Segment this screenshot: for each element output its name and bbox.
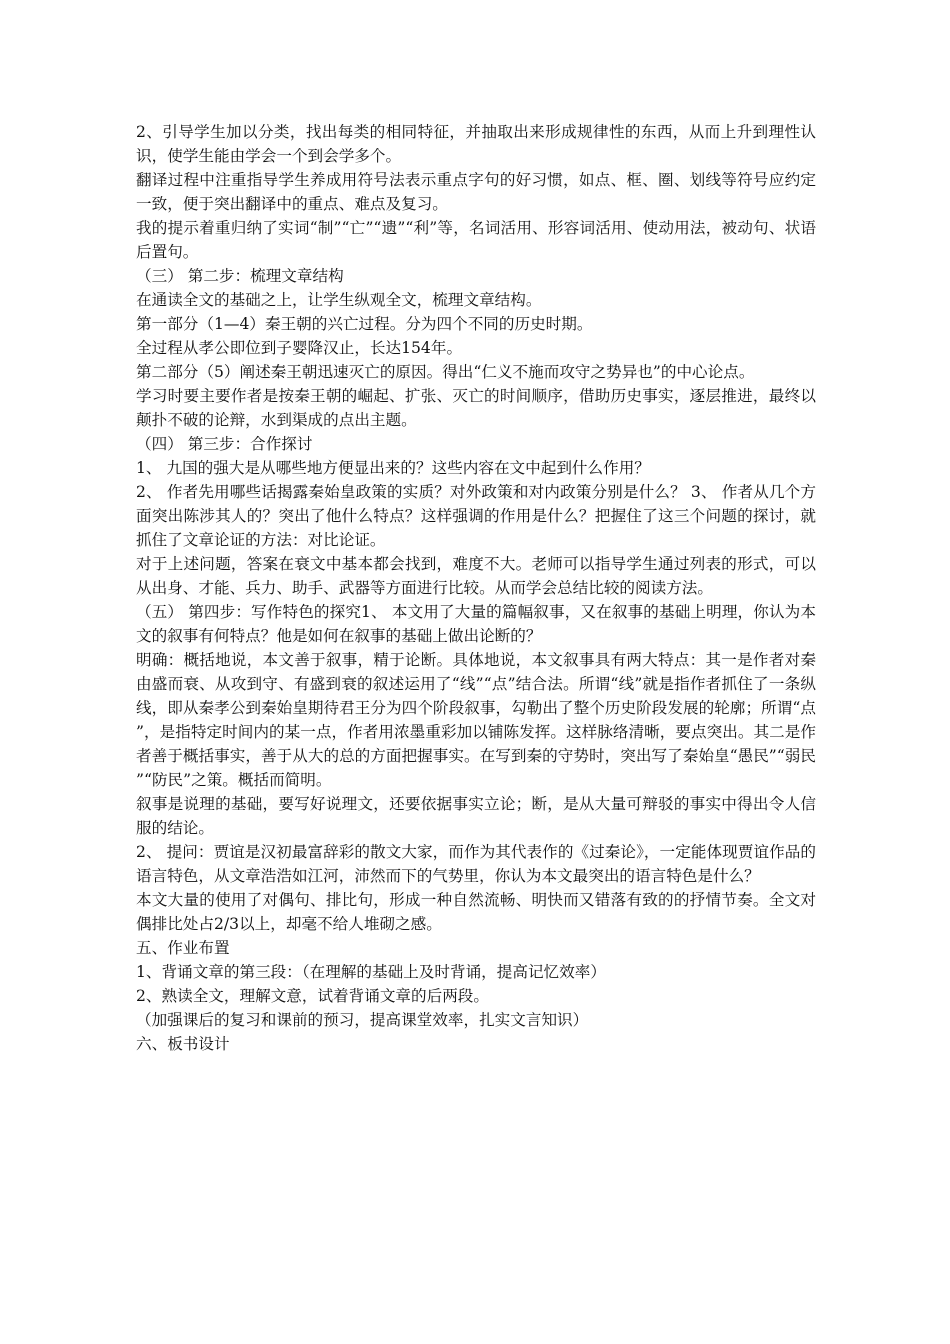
paragraph-language-answer: 本文大量的使用了对偶句、排比句，形成一种自然流畅、明快而又错落有致的的抒情节奏。全文对偶排比处占2/3以上，却毫不给人堆砌之感。 (136, 891, 816, 933)
paragraph-answers-guidance: 对于上述问题，答案在衰文中基本都会找到，难度不大。老师可以指导学生通过列表的形式，可以从出身、才能、兵力、助手、武器等方面进行比较。从而学会总结比较的阅读方法。 (136, 555, 816, 597)
paragraph-narration-basis: 叙事是说理的基础，要写好说理文，还要依据事实立论；断，是从大量可辩驳的事实中得出令人信服的结论。 (136, 795, 816, 837)
paragraph-questions-two-three: 2、 作者先用哪些话揭露秦始皇政策的实质？对外政策和对内政策分别是什么？ 3、 作者从几个方面突出陈涉其人的？突出了他什么特点？这样强调的作用是什么？把握住了这三个问题的探讨，就抓住了文章论证的方法：对比论证。 (136, 483, 816, 549)
document-body (136, 120, 816, 1056)
paragraph-question-one: 1、 九国的强大是从哪些地方便显出来的？这些内容在文中起到什么作用？ (136, 459, 650, 477)
section-heading-step-three: （四） 第三步：合作探讨 (136, 435, 313, 453)
paragraph-part-one: 第一部分（1—4）秦王朝的兴亡过程。分为四个不同的历史时期。 (136, 315, 593, 333)
paragraph-clarification: 明确：概括地说，本文善于叙事，精于论断。具体地说，本文叙事具有两大特点：其一是作者对秦由盛而衰、从攻到守、有盛到衰的叙述运用了“线”“点”结合法。所谓“线”就是指作者抓住了一条纵线，即从秦孝公到秦始皇期待君王分为四个阶段叙事，勾勒出了整个历史阶段发展的轮廓；所谓“点”，是指特定时间内的某一点，作者用浓墨重彩加以铺陈发挥。这样脉络清晰，要点突出。其二是作者善于概括事实，善于从大的总的方面把握事实。在写到秦的守势时，突出写了秦始皇“愚民”“弱民”“防民”之策。概括而简明。 (136, 651, 816, 789)
section-heading-step-two: （三） 第二步：梳理文章结构 (136, 267, 344, 285)
paragraph-classify: 2、引导学生加以分类，找出每类的相同特征，并抽取出来形成规律性的东西，从而上升到理性认识，使学生能由学会一个到会学多个。 (136, 123, 816, 165)
paragraph-homework-two: 2、熟读全文，理解文意，试着背诵文章的后两段。 (136, 987, 489, 1005)
paragraph-structure-intro: 在通读全文的基础之上，让学生纵观全文，梳理文章结构。 (136, 291, 542, 309)
paragraph-study-note: 学习时要主要作者是按秦王朝的崛起、扩张、灭亡的时间顺序，借助历史事实，逐层推进，最终以颠扑不破的论辩，水到渠成的点出主题。 (136, 387, 816, 429)
paragraph-homework-note: （加强课后的复习和课前的预习，提高课堂效率，扎实文言知识） (136, 1011, 589, 1029)
section-heading-board-design: 六、板书设计 (136, 1035, 230, 1053)
paragraph-translation-notation: 翻译过程中注重指导学生养成用符号法表示重点字句的好习惯，如点、框、圈、划线等符号应约定一致，便于突出翻译中的重点、难点及复习。 (136, 171, 816, 213)
paragraph-language-question: 2、 提问：贾谊是汉初最富辞彩的散文大家，而作为其代表作的《过秦论》，一定能体现贾谊作品的语言特色，从文章浩浩如江河，沛然而下的气势里，你认为本文最突出的语言特色是什么？ (136, 843, 816, 885)
paragraph-timeline: 全过程从孝公即位到子婴降汉止，长达154年。 (136, 339, 463, 357)
paragraph-homework-one: 1、背诵文章的第三段：（在理解的基础上及时背诵，提高记忆效率） (136, 963, 606, 981)
section-heading-step-four: （五） 第四步：写作特色的探究1、 本文用了大量的篇幅叙事，又在叙事的基础上明理，你认为本文的叙事有何特点？他是如何在叙事的基础上做出论断的？ (136, 603, 816, 645)
paragraph-part-two: 第二部分（5）阐述秦王朝迅速灭亡的原因。得出“仁义不施而攻守之势异也”的中心论点。 (136, 363, 755, 381)
section-heading-homework: 五、作业布置 (136, 939, 230, 957)
paragraph-vocabulary-hints: 我的提示着重归纳了实词“制”“亡”“遗”“利”等，名词活用、形容词活用、使动用法，被动句、状语后置句。 (136, 219, 816, 261)
